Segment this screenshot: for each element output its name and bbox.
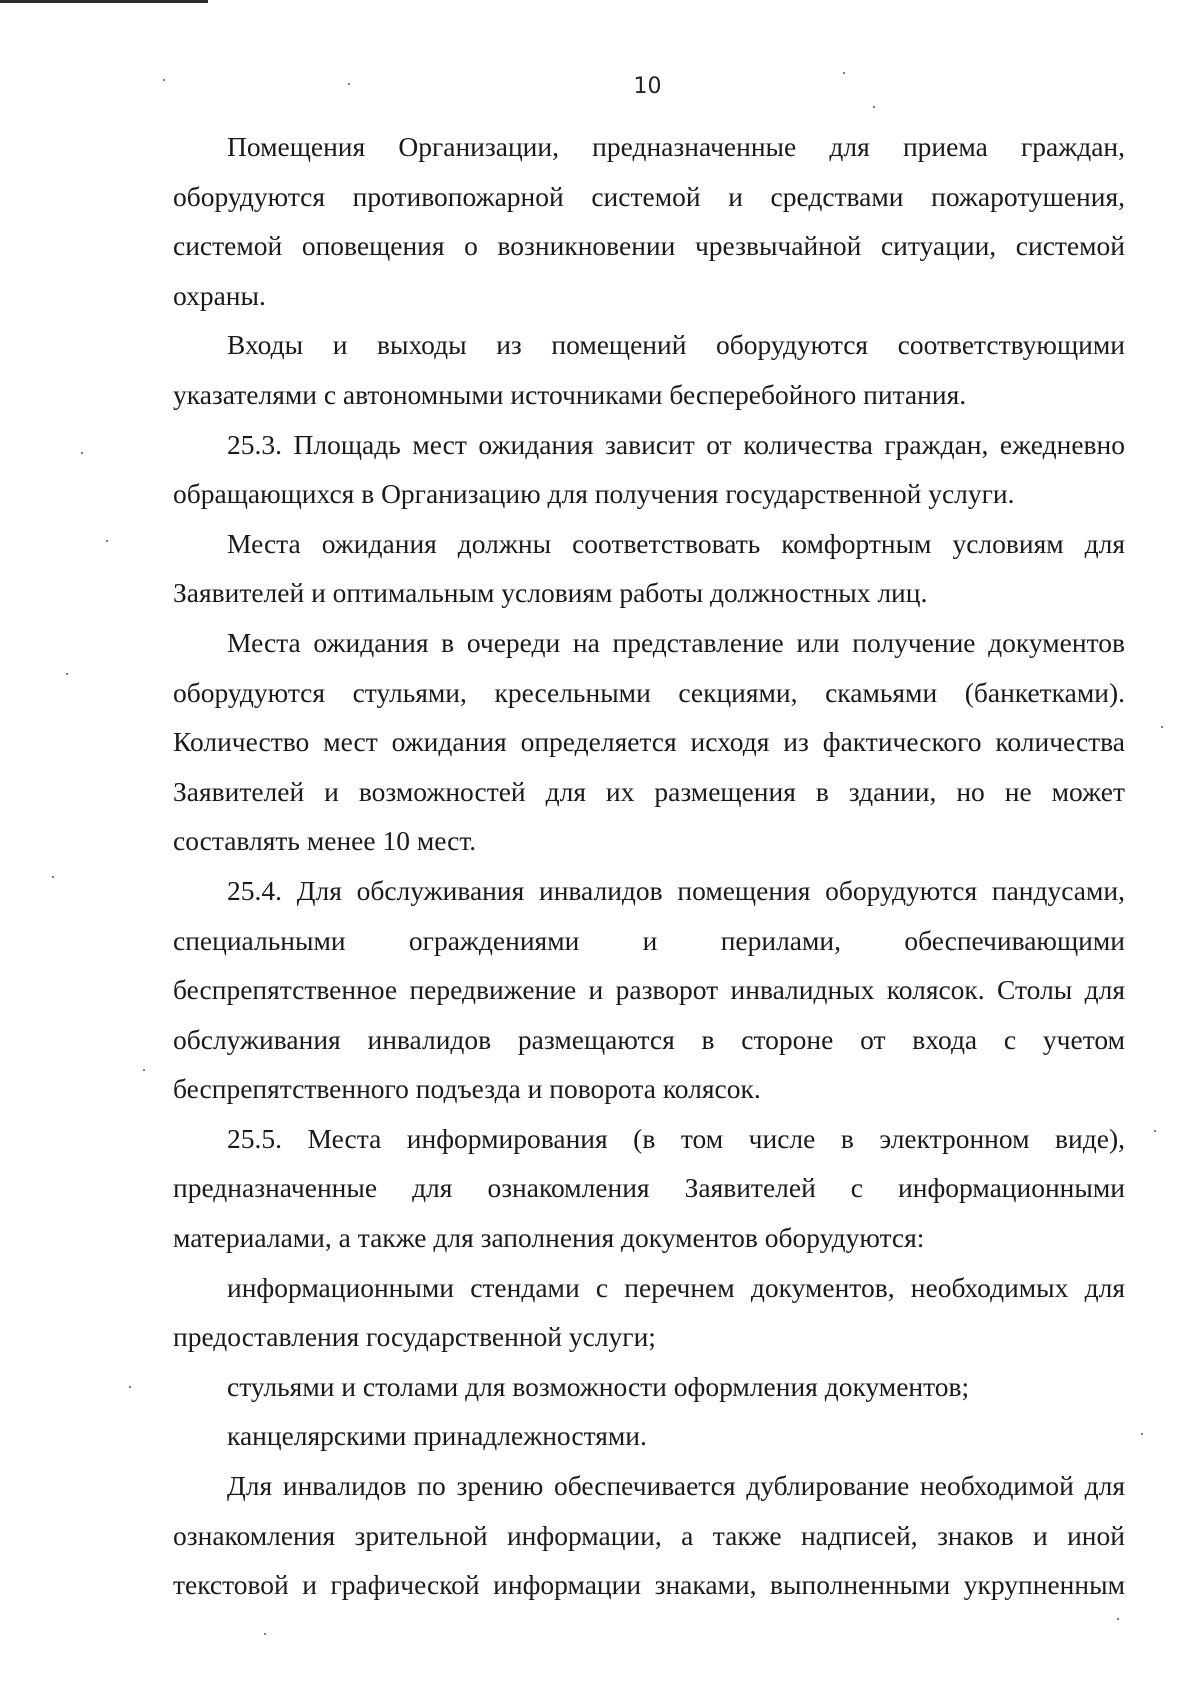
page-number: 10 (633, 74, 662, 99)
list-item-information-stands: информационными стендами с перечнем документов, необходимых для предоставления государственной услуги; (173, 1271, 1125, 1353)
scan-speck (106, 540, 108, 542)
scan-edge-mark (0, 0, 208, 3)
scan-speck (843, 72, 845, 74)
paragraph-entrances-exits: Входы и выходы из помещений оборудуются соответствующими указателями с автономными источниками бесперебойного питания. (173, 329, 1125, 410)
scan-speck (129, 1386, 131, 1388)
scan-speck (1154, 1130, 1156, 1132)
list-item-chairs-tables: стульями и столами для возможности оформления документов; (227, 1370, 970, 1402)
scan-speck (81, 452, 83, 454)
paragraph-25-3-waiting-area: 25.3. Площадь мест ожидания зависит от количества граждан, ежедневно обращающихся в Организацию для получения государственной услуги. (173, 428, 1125, 510)
scan-speck (143, 1069, 145, 1071)
scan-speck (163, 79, 165, 81)
scan-speck (348, 83, 350, 85)
paragraph-25-4-disabled-access: 25.4. Для обслуживания инвалидов помещения оборудуются пандусами, специальными ограждениями и перилами, обеспечивающими беспрепятственное передвижение и разворот инвалидных колясок. Столы для обслуживания инвалидов размещаются в стороне от входа с учетом беспрепятственного подъезда и поворота колясок. (173, 874, 1125, 1105)
scan-speck (1161, 726, 1163, 728)
scan-speck (873, 106, 875, 108)
paragraph-premises-equipment: Помещения Организации, предназначенные для приема граждан, оборудуются противопожарной системой и средствами пожаротушения, системой оповещения о возникновении чрезвычайной ситуации, системой охраны. (173, 131, 1125, 311)
paragraph-25-5-information-places: 25.5. Места информирования (в том числе в электронном виде), предназначенные для ознакомления Заявителей с информационными материалами, а также для заполнения документов оборудуются: (173, 1122, 1125, 1254)
document-body (173, 122, 1125, 1610)
scan-speck (1141, 1433, 1143, 1435)
paragraph-visually-impaired: Для инвалидов по зрению обеспечивается дублирование необходимой для ознакомления зрительной информации, а также надписей, знаков и иной текстовой и графической информации знаками, выполненными укрупненным (173, 1470, 1125, 1601)
scan-speck (264, 1633, 266, 1635)
scan-speck (66, 673, 68, 675)
paragraph-waiting-comfort: Места ожидания должны соответствовать комфортным условиям для Заявителей и оптимальным условиям работы должностных лиц. (173, 527, 1125, 609)
scan-speck (52, 876, 54, 878)
paragraph-waiting-seating: Места ожидания в очереди на представление или получение документов оборудуются стульями, кресельными секциями, скамьями (банкетками). Количество мест ожидания определяется исходя из фактического количества Заявителей и возможностей для их размещения в здании, но не может составлять менее 10 мест. (173, 626, 1125, 857)
list-item-stationery: канцелярскими принадлежностями. (227, 1420, 647, 1452)
scan-speck (1117, 1618, 1119, 1620)
